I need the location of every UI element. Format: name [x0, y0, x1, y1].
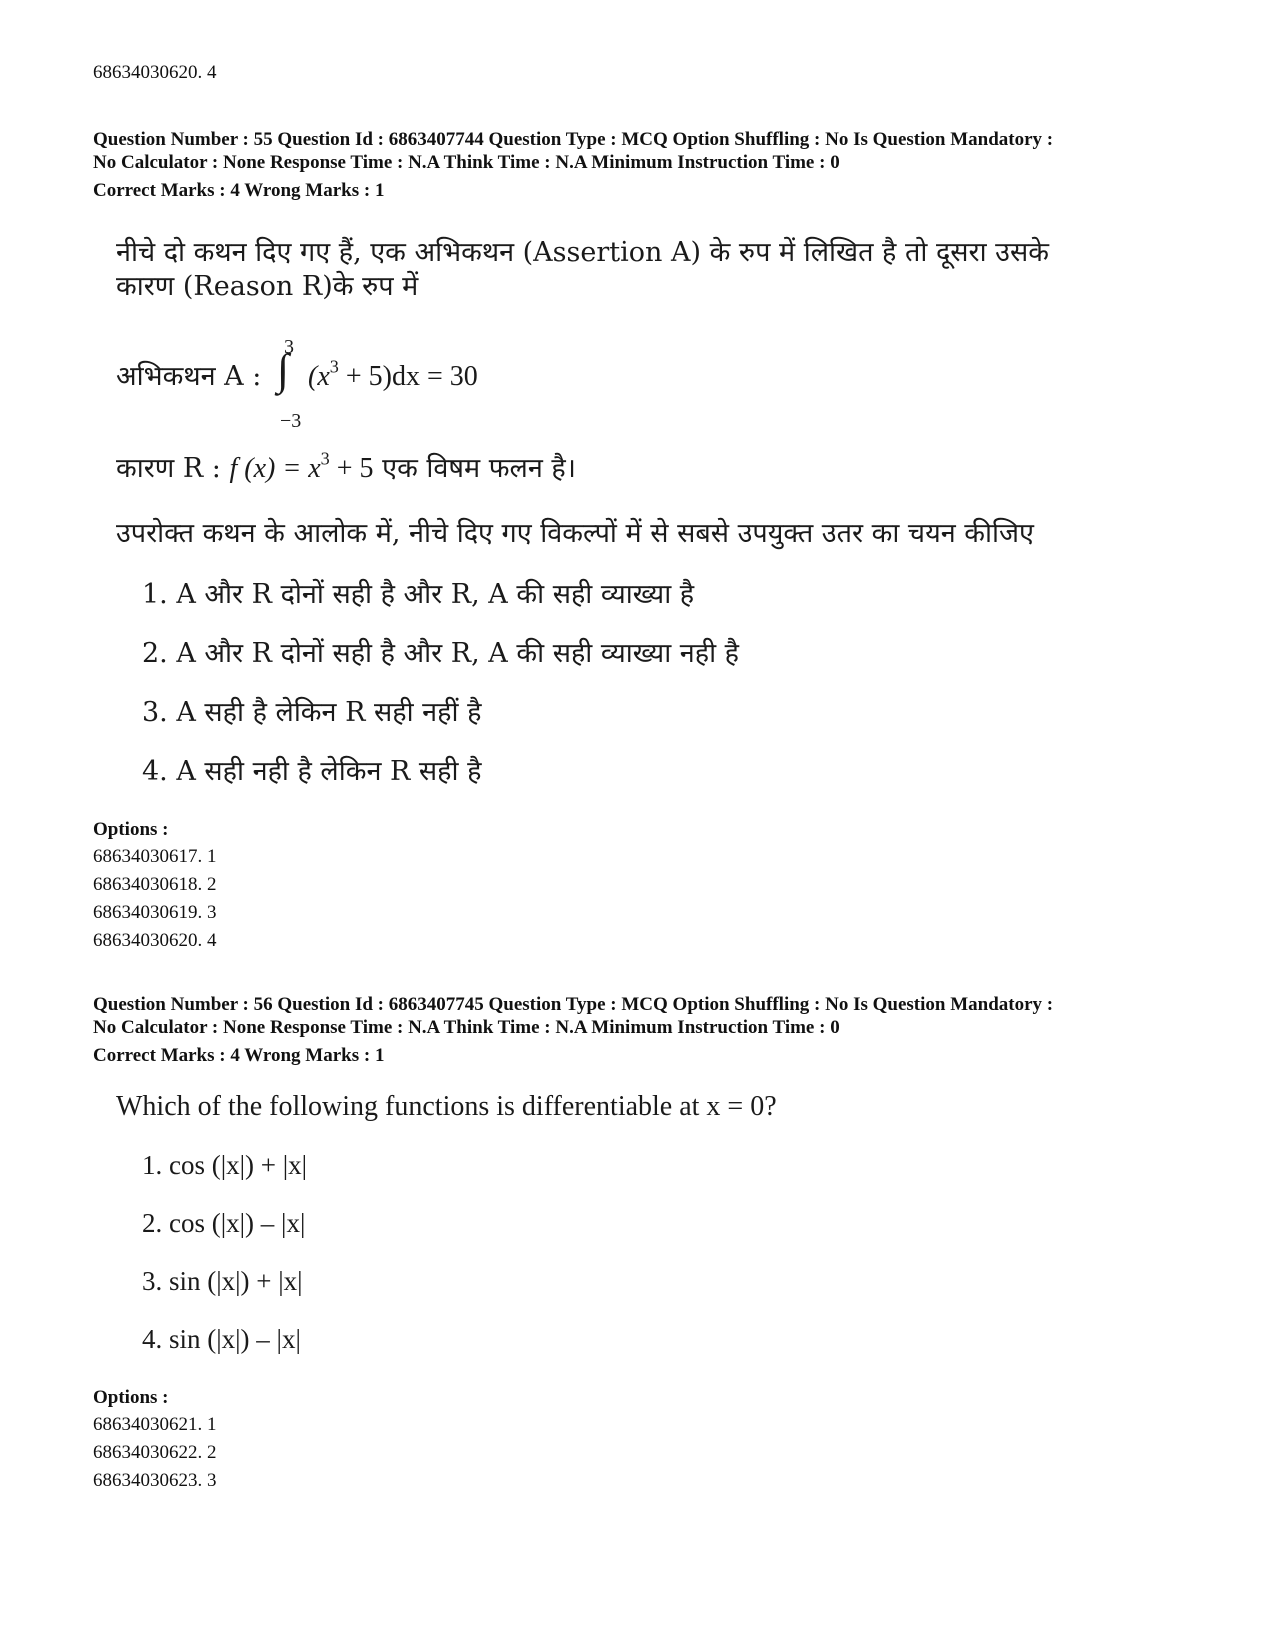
q55-integrand-exponent: 3 — [329, 356, 339, 377]
q56-meta-line-2: No Calculator : None Response Time : N.A Think Time : N.A Minimum Instruction Time : 0 — [93, 1017, 840, 1038]
q55-reason-function: f (x) = x — [229, 453, 321, 484]
q55-option-1: 68634030617. 1 — [93, 846, 217, 867]
q55-options-label: Options : — [93, 819, 169, 840]
q56-choice-2: 2. cos (|x|) – |x| — [142, 1208, 306, 1238]
q56-option-3: 68634030623. 3 — [93, 1470, 217, 1491]
q55-reason-plus: + 5 — [329, 453, 374, 484]
q55-reason-label: कारण R : — [116, 453, 221, 484]
q55-meta-line-2: No Calculator : None Response Time : N.A Think Time : N.A Minimum Instruction Time : 0 — [93, 152, 840, 173]
q55-choice-1: 1. A और R दोनों सही है और R, A की सही व्याख्या है — [142, 579, 695, 610]
q55-choice-4: 4. A सही नही है लेकिन R सही है — [142, 756, 482, 787]
q55-option-4: 68634030620. 4 — [93, 930, 217, 951]
q55-option-3: 68634030619. 3 — [93, 902, 217, 923]
q55-choice-2: 2. A और R दोनों सही है और R, A की सही व्याख्या नही है — [142, 638, 740, 669]
q55-integrand-prefix: (x — [308, 361, 330, 392]
q56-choice-3: 3. sin (|x|) + |x| — [142, 1266, 303, 1296]
q56-choice-1: 1. cos (|x|) + |x| — [142, 1150, 308, 1180]
q55-integrand — [308, 356, 478, 394]
q56-option-1: 68634030621. 1 — [93, 1414, 217, 1435]
q56-choice-4: 4. sin (|x|) – |x| — [142, 1324, 301, 1354]
q55-integrand-suffix: + 5)dx = 30 — [338, 361, 478, 392]
q55-integral-lower-limit: −3 — [280, 410, 302, 432]
q55-choice-3: 3. A सही है लेकिन R सही नहीं है — [142, 697, 482, 728]
q56-options-label: Options : — [93, 1387, 169, 1408]
q55-assertion-label: अभिकथन A : — [116, 361, 262, 392]
q56-meta-line-1: Question Number : 56 Question Id : 6863407745 Question Type : MCQ Option Shuffling : No Is Question Mandatory : — [93, 994, 1054, 1015]
q55-intro-line-1: नीचे दो कथन दिए गए हैं, एक अभिकथन (Assertion A) के रुप में लिखित है तो दूसरा उसके — [116, 237, 1049, 268]
q56-marks: Correct Marks : 4 Wrong Marks : 1 — [93, 1045, 385, 1066]
q55-integral-sign: ∫ — [277, 345, 290, 394]
q55-integral-upper-limit: 3 — [284, 336, 294, 358]
q56-option-2: 68634030622. 2 — [93, 1442, 217, 1463]
q55-meta-line-1: Question Number : 55 Question Id : 6863407744 Question Type : MCQ Option Shuffling : No Is Question Mandatory : — [93, 129, 1054, 150]
q55-reason-exponent: 3 — [320, 448, 330, 469]
previous-option-line: 68634030620. 4 — [93, 62, 217, 83]
q55-intro-line-2: कारण (Reason R)के रुप में — [116, 271, 419, 302]
q55-option-2: 68634030618. 2 — [93, 874, 217, 895]
q55-reason-text: एक विषम फलन है। — [382, 453, 577, 484]
q55-marks: Correct Marks : 4 Wrong Marks : 1 — [93, 180, 385, 201]
q55-instruction: उपरोक्त कथन के आलोक में, नीचे दिए गए विकल्पों में से सबसे उपयुक्त उतर का चयन कीजिए — [116, 518, 1034, 549]
q56-question-text: Which of the following functions is differentiable at x = 0? — [116, 1091, 777, 1122]
q55-reason — [116, 448, 577, 486]
